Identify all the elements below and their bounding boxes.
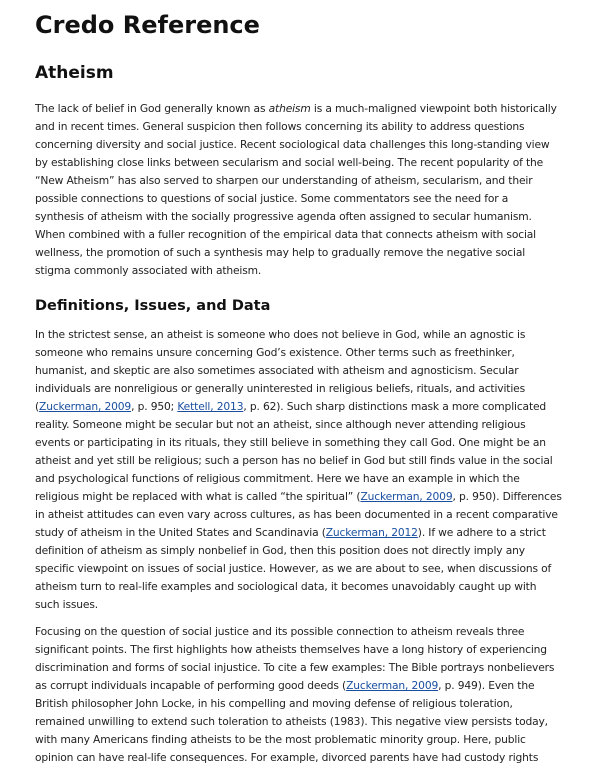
section-title: Definitions, Issues, and Data [35, 298, 271, 314]
text-line: opinion can have real-life consequences. For example, divorced parents have had custody rights [35, 751, 539, 764]
text-line: reality. Someone might be secular but not an atheist, since although never attending religious [35, 418, 526, 431]
citation-link[interactable]: Kettell, 2013 [177, 400, 244, 413]
text-line: definition of atheism as simply nonbelief in God, then this position does not directly imply any [35, 544, 525, 557]
text-line: synthesis of atheism with the socially progressive agenda often assigned to secular humanism. [35, 210, 532, 223]
text-line: as corrupt individuals incapable of performing good deeds (Zuckerman, 2009, p. 949). Even the [35, 679, 535, 692]
citation-link[interactable]: Zuckerman, 2009 [346, 679, 439, 692]
text-line: such issues. [35, 598, 99, 611]
text-line: with many Americans finding atheists to be the most problematic minority group. Here, public [35, 733, 526, 746]
text-line: significant points. The first highlights how atheists themselves have a long history of experiencing [35, 643, 547, 656]
text-line: by establishing close links between secularism and social well-being. The recent popularity of the [35, 156, 544, 169]
text-line: atheism turn to real-life examples and sociological data, it becomes unavoidably caught up with [35, 580, 537, 593]
citation-link[interactable]: Zuckerman, 2009 [39, 400, 132, 413]
text-line: When combined with a fuller recognition of the empirical data that connects atheism with social [35, 228, 536, 241]
text-line: In the strictest sense, an atheist is someone who does not believe in God, while an agnostic is [35, 328, 526, 341]
text-line: specific viewpoint on issues of social justice. However, as we are about to see, when discussions of [35, 562, 552, 575]
text-line: The lack of belief in God generally known as atheism is a much-maligned viewpoint both historically [35, 102, 557, 115]
text-line: possible connections to questions of social justice. Some commentators see the need for a [35, 192, 509, 205]
text-line: remained unwilling to extend such toleration to atheists (1983). This negative view persists today, [35, 715, 548, 728]
text-line: someone who remains unsure concerning God’s existence. Other terms such as freethinker, [35, 346, 515, 359]
text-line: British philosopher John Locke, in his compelling and moving defense of religious toleration, [35, 697, 513, 710]
text-line: humanist, and skeptic are also sometimes associated with atheism and agnosticism. Secular [35, 364, 519, 377]
text-line: “New Atheism” has also served to sharpen our understanding of atheism, secularism, and their [35, 174, 533, 187]
text-line: discrimination and forms of social injustice. To cite a few examples: The Bible portrays nonbelievers [35, 661, 555, 674]
text-line: stigma commonly associated with atheism. [35, 264, 262, 277]
italic-term: atheism [268, 102, 311, 115]
article-title: Atheism [35, 63, 114, 83]
text-line: events or participating in its rituals, they still believe in something they call God. One might be an [35, 436, 546, 449]
text-line: concerning diversity and social justice. Recent sociological data challenges this long-standing view [35, 138, 550, 151]
text-line: and psychological functions of religious commitment. Here we have an example in which the [35, 472, 520, 485]
text-line: (Zuckerman, 2009, p. 950; Kettell, 2013, p. 62). Such sharp distinctions mask a more complicated [35, 400, 547, 413]
definitions-paragraph [35, 326, 565, 614]
intro-paragraph [35, 100, 565, 280]
text-line: religious might be replaced with what is called “the spiritual” (Zuckerman, 2009, p. 950). Differences [35, 490, 562, 503]
text-line: and in recent times. General suspicion then follows concerning its ability to address questions [35, 120, 525, 133]
social-justice-paragraph [35, 623, 565, 767]
citation-link[interactable]: Zuckerman, 2012 [325, 526, 418, 539]
text-line: Focusing on the question of social justice and its possible connection to atheism reveals three [35, 625, 525, 638]
text-line: atheist and yet still be religious; such a person has no belief in God but still finds value in the social [35, 454, 553, 467]
citation-link[interactable]: Zuckerman, 2009 [360, 490, 453, 503]
text-line: study of atheism in the United States and Scandinavia (Zuckerman, 2012). If we adhere to a strict [35, 526, 546, 539]
text-line: individuals are nonreligious or generally uninterested in religious beliefs, rituals, and activities [35, 382, 525, 395]
text-line: in atheist attitudes can even vary across cultures, as has been documented in a recent comparative [35, 508, 558, 521]
site-title: Credo Reference [35, 11, 260, 39]
text-line: wellness, the promotion of such a synthesis may help to gradually remove the negative social [35, 246, 526, 259]
